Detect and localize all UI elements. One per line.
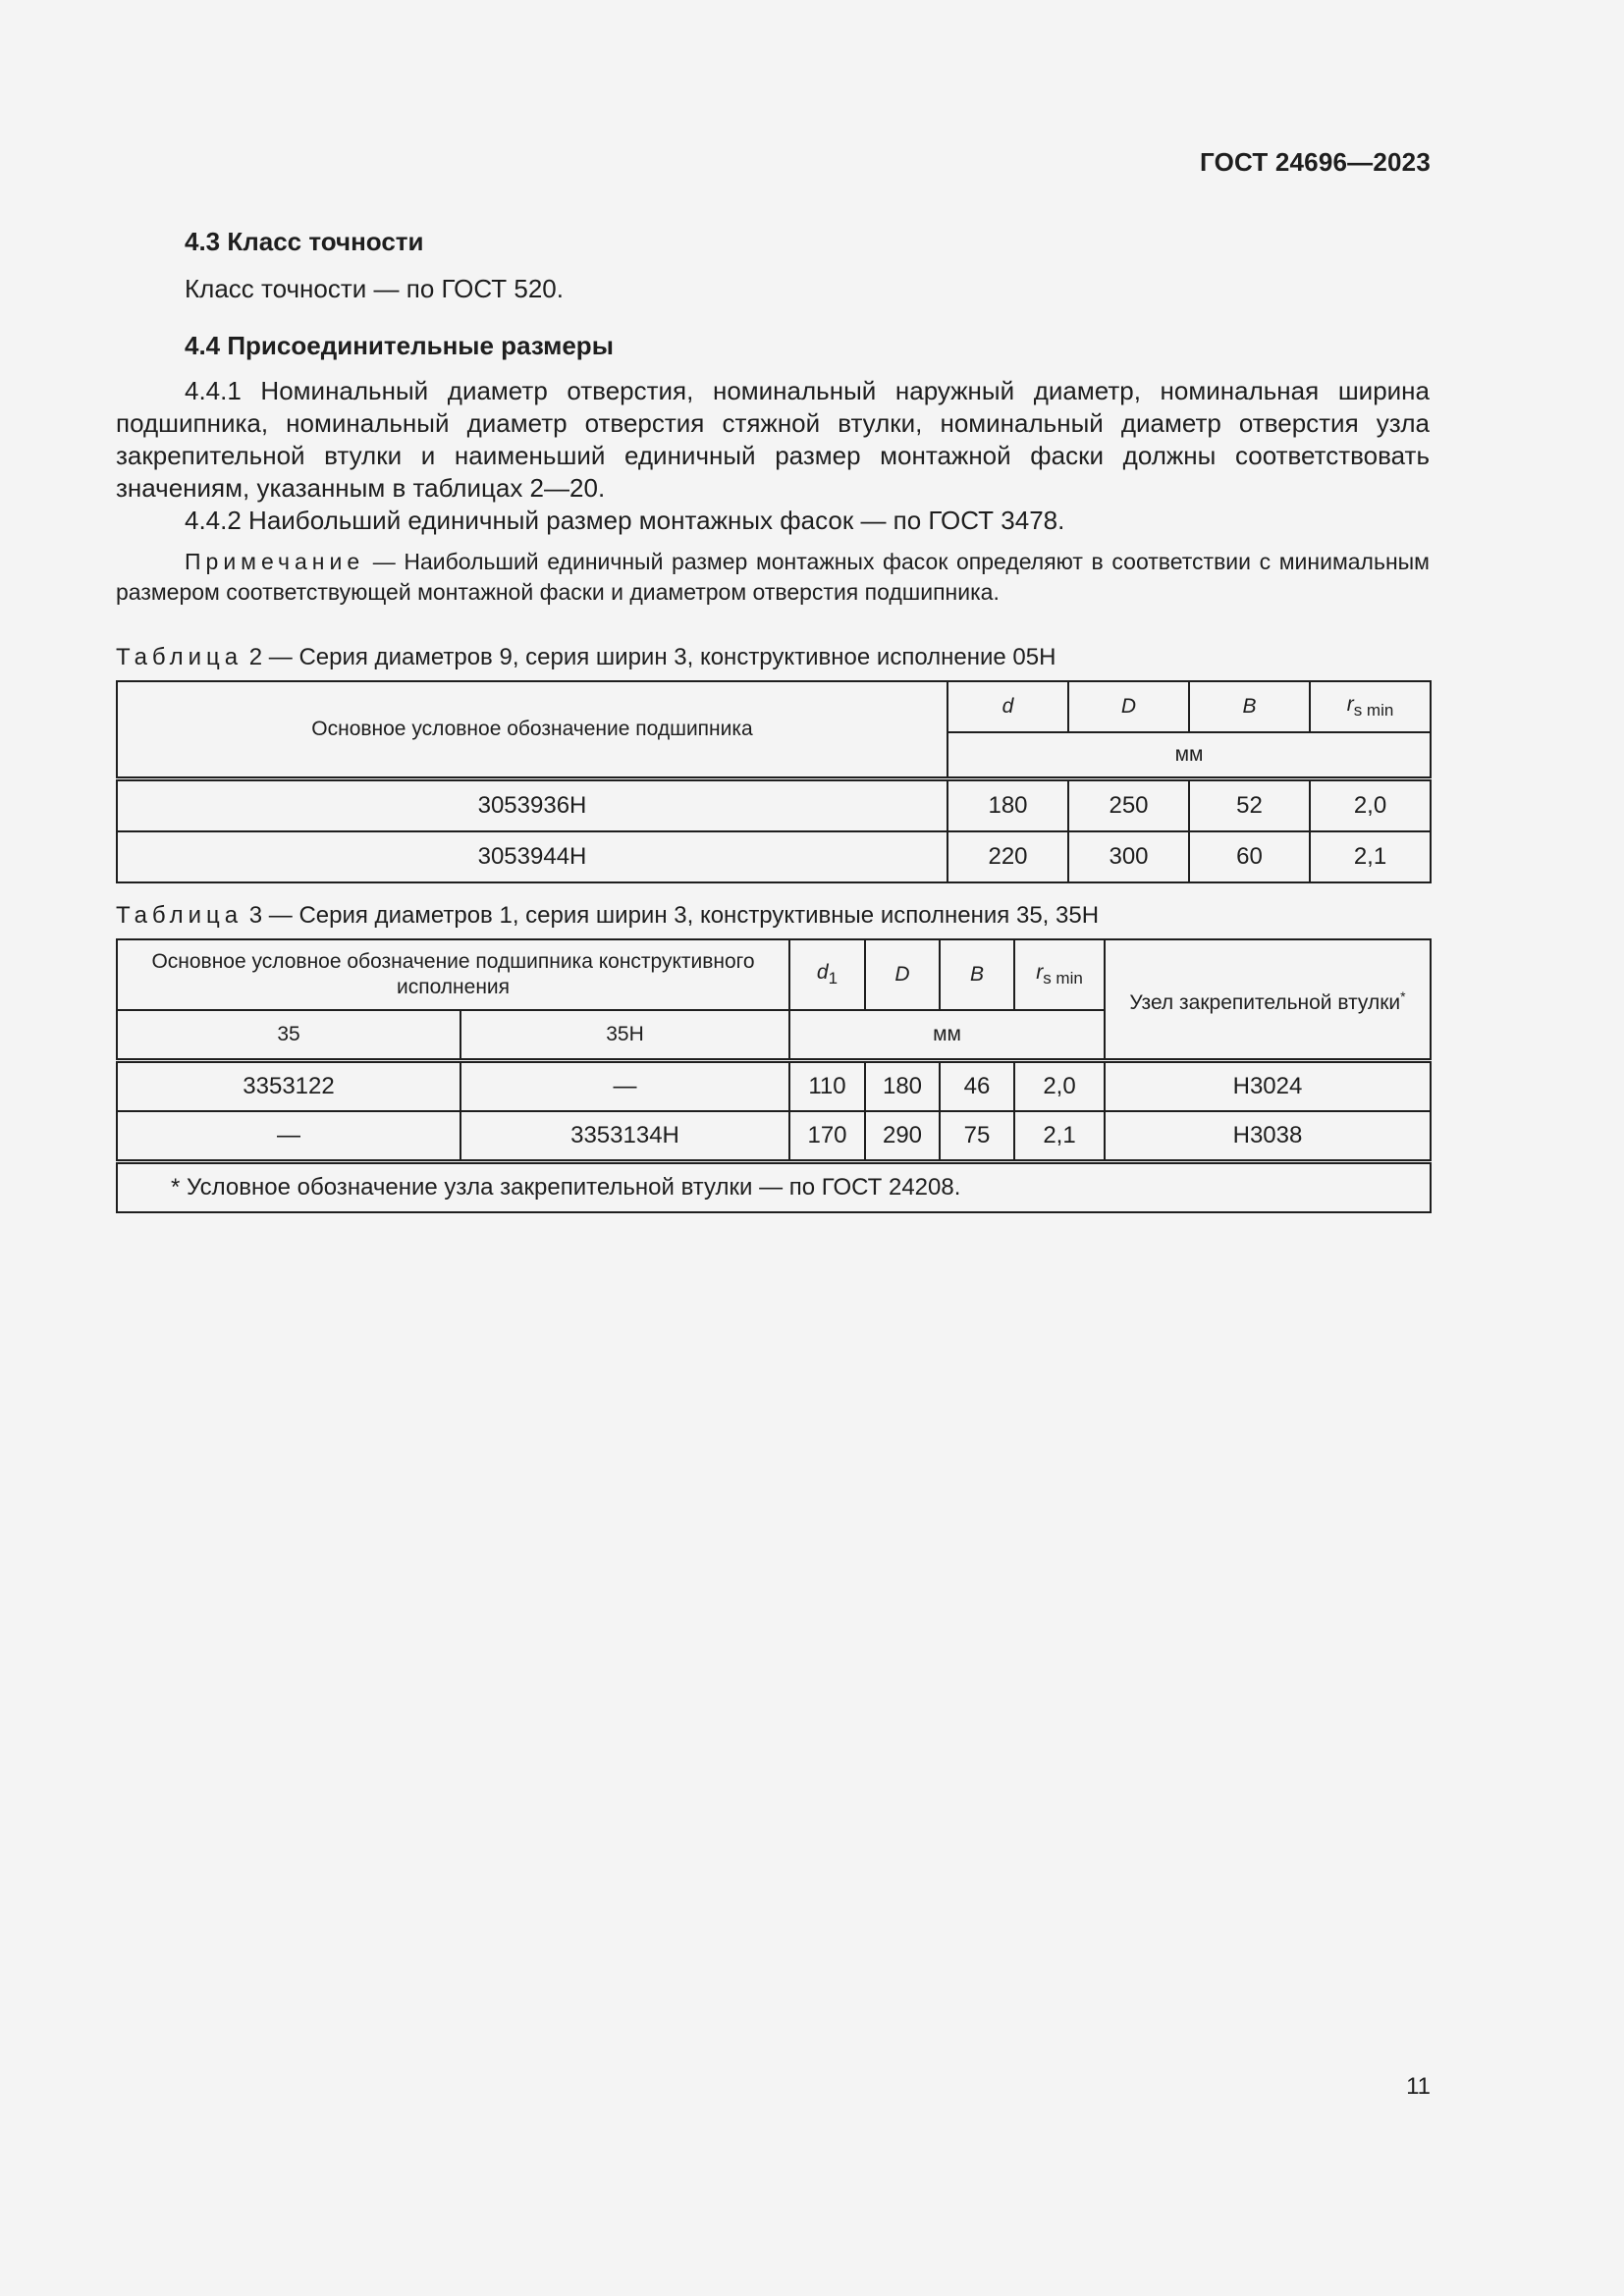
table-3-header-r-symbol: r bbox=[1036, 960, 1044, 984]
table-cell-B: 60 bbox=[1189, 831, 1310, 882]
table-cell-r: 2,1 bbox=[1310, 831, 1431, 882]
paragraph-4-4-2: 4.4.2 Наибольший единичный размер монтажных фасок — по ГОСТ 3478. bbox=[185, 506, 1065, 535]
table-row bbox=[117, 1061, 1431, 1112]
table-3-unit: мм bbox=[789, 1010, 1105, 1061]
note bbox=[116, 547, 1430, 608]
table-3-header-D: D bbox=[865, 939, 940, 1010]
table-3-footnote: * Условное обозначение узла закрепительной втулки — по ГОСТ 24208. bbox=[117, 1162, 1431, 1213]
table-cell-designation: 3053944Н bbox=[117, 831, 947, 882]
paragraph-4-4-1: 4.4.1 Номинальный диаметр отверстия, номинальный наружный диаметр, номинальная ширина подшипника, номинальный диаметр отверстия стяжной втулки, номинальный диаметр отверстия узла закрепительной втулки и наименьший единичный размер монтажной фаски должны соответствовать значениям, указанным в таблицах 2—20. bbox=[116, 376, 1430, 503]
section-4-3-title: 4.3 Класс точности bbox=[185, 227, 424, 256]
table-2-header-D: D bbox=[1068, 681, 1189, 732]
table-2-unit: мм bbox=[947, 732, 1431, 779]
table-cell-d1: 170 bbox=[789, 1111, 865, 1162]
table-cell-35H: 3353134Н bbox=[460, 1111, 789, 1162]
table-cell-d: 220 bbox=[947, 831, 1068, 882]
table-cell-sleeve: Н3038 bbox=[1105, 1111, 1431, 1162]
table-2-caption-text: 2 — Серия диаметров 9, серия ширин 3, конструктивное исполнение 05Н bbox=[243, 644, 1056, 670]
table-cell-35: — bbox=[117, 1111, 460, 1162]
table-3-header-r bbox=[1014, 939, 1105, 1010]
table-cell-D: 180 bbox=[865, 1061, 940, 1112]
table-cell-r: 2,1 bbox=[1014, 1111, 1105, 1162]
table-2-header-d: d bbox=[947, 681, 1068, 732]
table-2-header-r-symbol: r bbox=[1346, 692, 1354, 716]
table-cell-35: 3353122 bbox=[117, 1061, 460, 1112]
note-label: Примечание bbox=[185, 549, 365, 574]
table-cell-D: 300 bbox=[1068, 831, 1189, 882]
table-2-caption-label: Таблица bbox=[116, 644, 244, 670]
page-content bbox=[116, 222, 1430, 1213]
table-3-header-sleeve-mark: * bbox=[1400, 988, 1406, 1004]
table-2-header-designation: Основное условное обозначение подшипника bbox=[117, 681, 947, 779]
table-cell-D: 290 bbox=[865, 1111, 940, 1162]
table-3-header-designation: Основное условное обозначение подшипника конструктивного исполнения bbox=[117, 939, 789, 1010]
table-cell-r: 2,0 bbox=[1310, 779, 1431, 832]
table-2-header-r-subscript: s min bbox=[1353, 701, 1394, 721]
table-cell-B: 46 bbox=[940, 1061, 1014, 1112]
table-cell-d: 180 bbox=[947, 779, 1068, 832]
section-4-4-title: 4.4 Присоединительные размеры bbox=[185, 331, 614, 360]
document-header: ГОСТ 24696—2023 bbox=[1200, 147, 1431, 177]
table-3-header-row bbox=[117, 939, 1431, 1010]
table-3-header-B: B bbox=[940, 939, 1014, 1010]
table-2-caption bbox=[116, 643, 1430, 672]
table-cell-D: 250 bbox=[1068, 779, 1189, 832]
table-cell-designation: 3053936Н bbox=[117, 779, 947, 832]
table-cell-B: 75 bbox=[940, 1111, 1014, 1162]
table-row bbox=[117, 779, 1431, 832]
table-3-footnote-row bbox=[117, 1162, 1431, 1213]
table-2 bbox=[116, 680, 1432, 883]
table-3-header-d1-subscript: 1 bbox=[828, 969, 839, 988]
table-row bbox=[117, 831, 1431, 882]
table-3-subheader-35: 35 bbox=[117, 1010, 460, 1061]
table-3-header-sleeve bbox=[1105, 939, 1431, 1061]
section-4-3-text: Класс точности — по ГОСТ 520. bbox=[185, 274, 564, 303]
table-3-header-r-subscript: s min bbox=[1043, 969, 1083, 988]
table-3-caption-label: Таблица bbox=[116, 902, 244, 929]
table-3-header-d1-symbol: d bbox=[816, 960, 829, 984]
table-3-header-d1 bbox=[789, 939, 865, 1010]
table-cell-35H: — bbox=[460, 1061, 789, 1112]
table-2-header-r bbox=[1310, 681, 1431, 732]
table-3-header-sleeve-label: Узел закрепительной втулки bbox=[1129, 990, 1401, 1014]
table-2-header-row bbox=[117, 681, 1431, 732]
table-3-caption-text: 3 — Серия диаметров 1, серия ширин 3, конструктивные исполнения 35, 35Н bbox=[243, 902, 1100, 929]
table-cell-d1: 110 bbox=[789, 1061, 865, 1112]
table-cell-r: 2,0 bbox=[1014, 1061, 1105, 1112]
note-text: — Наибольший единичный размер монтажных фасок определяют в соответствии с минимальным размером соответствующей монтажной фаски и диаметром отверстия подшипника. bbox=[116, 549, 1430, 605]
page-number: 11 bbox=[1406, 2073, 1431, 2100]
table-3-subheader-35H: 35Н bbox=[460, 1010, 789, 1061]
table-2-header-B: B bbox=[1189, 681, 1310, 732]
table-3-caption bbox=[116, 901, 1430, 931]
table-3 bbox=[116, 938, 1432, 1213]
table-cell-sleeve: Н3024 bbox=[1105, 1061, 1431, 1112]
table-row bbox=[117, 1111, 1431, 1162]
table-cell-B: 52 bbox=[1189, 779, 1310, 832]
